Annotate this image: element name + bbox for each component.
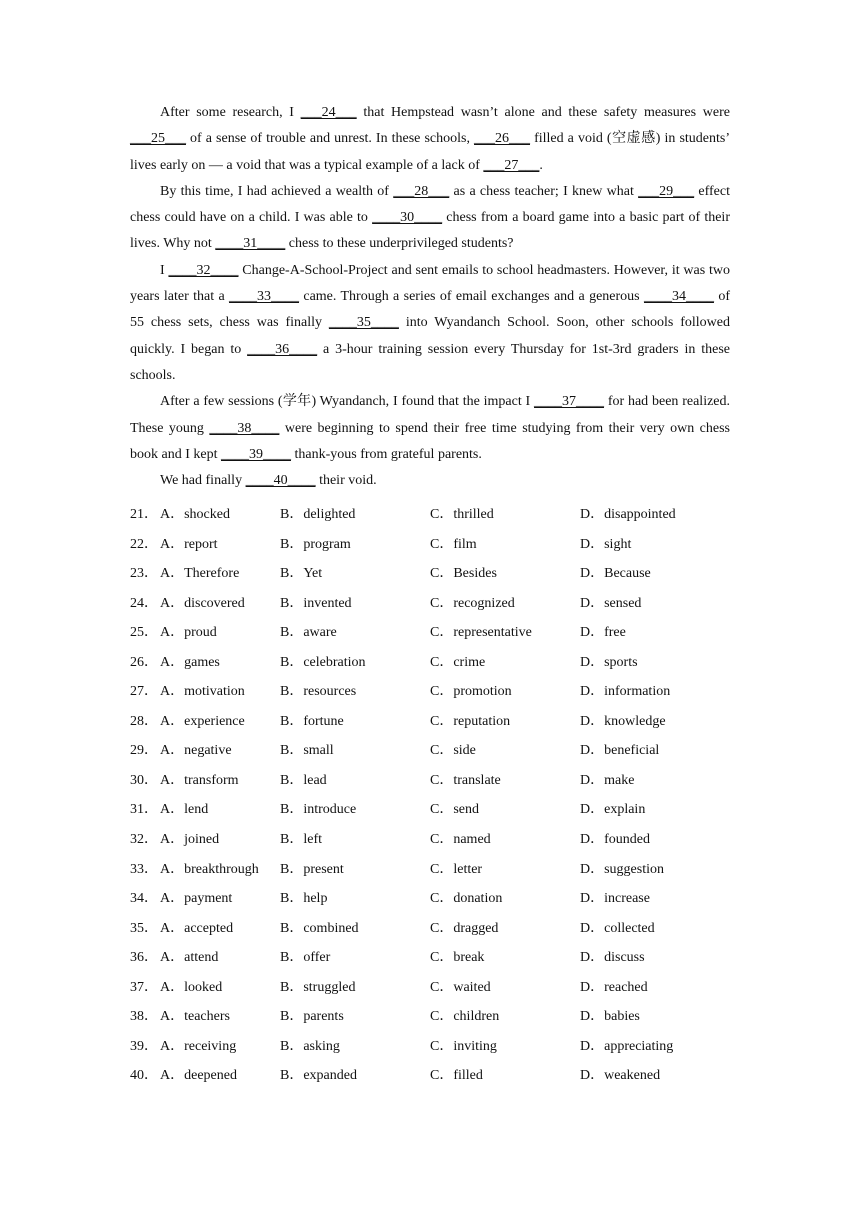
option-d[interactable]: D．knowledge bbox=[580, 713, 666, 729]
question-number: 40． bbox=[130, 1068, 158, 1084]
question-row bbox=[130, 795, 750, 825]
question-number: 35． bbox=[130, 920, 158, 936]
option-c[interactable]: C．Besides bbox=[430, 566, 497, 582]
question-number: 28． bbox=[130, 713, 158, 729]
question-row bbox=[130, 707, 750, 737]
passage bbox=[130, 100, 730, 494]
option-d[interactable]: D．beneficial bbox=[580, 743, 660, 759]
option-d[interactable]: D．increase bbox=[580, 891, 650, 907]
passage-text: of 55 chess sets, chess was finally bbox=[130, 289, 730, 331]
option-d[interactable]: D．sight bbox=[580, 536, 632, 552]
answer-blank: ____35____ bbox=[328, 315, 399, 331]
option-d[interactable]: D．appreciating bbox=[580, 1038, 674, 1054]
answer-blank: ___24___ bbox=[300, 105, 357, 120]
passage-text: chess from a board game into a basic part of their lives. Why not bbox=[130, 210, 730, 252]
passage-text: I bbox=[160, 262, 169, 278]
option-c[interactable]: C．named bbox=[430, 832, 491, 848]
option-a[interactable]: A．shocked bbox=[160, 507, 230, 522]
option-b[interactable]: B．fortune bbox=[280, 713, 344, 729]
passage-text: We had finally bbox=[160, 473, 246, 489]
question-row bbox=[130, 559, 750, 589]
answer-blank: ____31____ bbox=[215, 236, 286, 252]
option-a[interactable]: A．discovered bbox=[160, 595, 245, 611]
answer-blank: ___26___ bbox=[474, 131, 531, 147]
option-b[interactable]: B．aware bbox=[280, 625, 337, 641]
option-a[interactable]: A．attend bbox=[160, 950, 219, 966]
option-c[interactable]: C．donation bbox=[430, 891, 503, 907]
option-a[interactable]: A．looked bbox=[160, 979, 223, 995]
option-d[interactable]: D．sensed bbox=[580, 595, 642, 611]
passage-text: for had been realized. These young bbox=[130, 394, 731, 436]
option-c[interactable]: C．side bbox=[430, 743, 476, 759]
option-b[interactable]: B．help bbox=[280, 891, 328, 907]
answer-blank: ___25___ bbox=[130, 131, 186, 147]
passage-text: . bbox=[539, 157, 543, 173]
option-b[interactable]: B．lead bbox=[280, 772, 327, 788]
answer-blank: ____38____ bbox=[209, 420, 280, 436]
question-row bbox=[130, 736, 750, 766]
question-row bbox=[130, 943, 750, 973]
question-number: 25． bbox=[130, 625, 158, 641]
option-c[interactable]: C．children bbox=[430, 1009, 500, 1025]
option-a[interactable]: A．breakthrough bbox=[160, 861, 259, 877]
passage-text: After some research, I bbox=[160, 105, 301, 120]
passage-text: filled a void (空虚感) in students’ lives early on — a void that was a typical example of a lack of bbox=[130, 131, 731, 173]
passage-text: came. Through a series of email exchanges and a generous bbox=[299, 289, 644, 305]
option-a[interactable]: A．joined bbox=[160, 832, 220, 848]
answer-blank: ____39____ bbox=[220, 446, 291, 462]
option-b[interactable]: B．present bbox=[280, 861, 344, 877]
option-c[interactable]: C．inviting bbox=[430, 1038, 497, 1054]
option-a[interactable]: A．deepened bbox=[160, 1068, 237, 1084]
option-a[interactable]: A．receiving bbox=[160, 1038, 237, 1054]
option-d[interactable]: D．disappointed bbox=[580, 507, 676, 522]
question-row bbox=[130, 530, 750, 560]
question-number: 38． bbox=[130, 1009, 158, 1025]
option-a[interactable]: A．teachers bbox=[160, 1009, 230, 1025]
option-a[interactable]: A．transform bbox=[160, 772, 239, 788]
passage-text: their void. bbox=[315, 473, 377, 489]
option-c[interactable]: C．crime bbox=[430, 654, 486, 670]
passage-text: By this time, I had achieved a wealth of bbox=[160, 183, 394, 199]
question-number: 31． bbox=[130, 802, 158, 818]
option-c[interactable]: C．send bbox=[430, 802, 479, 818]
option-d[interactable]: D．suggestion bbox=[580, 861, 664, 877]
option-b[interactable]: B．delighted bbox=[280, 507, 356, 522]
option-d[interactable]: D．Because bbox=[580, 566, 651, 582]
option-c[interactable]: C．dragged bbox=[430, 920, 499, 936]
question-row bbox=[130, 500, 750, 530]
option-b[interactable]: B．left bbox=[280, 832, 322, 848]
question-row bbox=[130, 884, 750, 914]
option-b[interactable]: B．invented bbox=[280, 595, 352, 611]
option-c[interactable]: C．break bbox=[430, 950, 485, 966]
answer-blank: ____30____ bbox=[372, 210, 443, 226]
option-b[interactable]: B．program bbox=[280, 536, 351, 552]
passage-text: After a few sessions (学年) Wyandanch, I found that the impact I bbox=[160, 394, 535, 410]
question-row bbox=[130, 1032, 750, 1062]
option-d[interactable]: D．babies bbox=[580, 1009, 640, 1025]
paragraph bbox=[130, 389, 730, 468]
answer-blank: ____36____ bbox=[247, 341, 318, 357]
option-a[interactable]: A．report bbox=[160, 536, 218, 552]
option-c[interactable]: C．recognized bbox=[430, 595, 515, 611]
question-row bbox=[130, 648, 750, 678]
question-number: 39． bbox=[130, 1038, 158, 1054]
question-number: 32． bbox=[130, 832, 158, 848]
question-row bbox=[130, 589, 750, 619]
question-row bbox=[130, 825, 750, 855]
question-row bbox=[130, 766, 750, 796]
passage-text: chess to these underprivileged students? bbox=[285, 236, 514, 252]
answer-blank: ___28___ bbox=[393, 183, 450, 199]
option-b[interactable]: B．offer bbox=[280, 950, 331, 966]
option-c[interactable]: C．filled bbox=[430, 1068, 483, 1084]
option-a[interactable]: A．payment bbox=[160, 891, 233, 907]
option-d[interactable]: D．weakened bbox=[580, 1068, 661, 1084]
question-number: 23． bbox=[130, 566, 158, 582]
question-number: 24． bbox=[130, 595, 158, 611]
option-b[interactable]: B．introduce bbox=[280, 802, 357, 818]
question-number: 33． bbox=[130, 861, 158, 877]
paragraph bbox=[130, 258, 730, 389]
paragraph bbox=[130, 179, 730, 258]
option-a[interactable]: A．negative bbox=[160, 743, 232, 759]
paragraph bbox=[130, 100, 730, 179]
answer-blank: ____37____ bbox=[534, 394, 605, 410]
option-b[interactable]: B．struggled bbox=[280, 979, 356, 995]
option-c[interactable]: C．translate bbox=[430, 772, 501, 788]
option-d[interactable]: D．discuss bbox=[580, 950, 645, 966]
question-row bbox=[130, 677, 750, 707]
passage-text: that Hempstead wasn’t alone and these safety measures were bbox=[356, 105, 730, 120]
question-row bbox=[130, 1061, 750, 1091]
question-row bbox=[130, 855, 750, 885]
option-b[interactable]: B．small bbox=[280, 743, 334, 759]
option-b[interactable]: B．asking bbox=[280, 1038, 340, 1054]
question-row bbox=[130, 1002, 750, 1032]
option-d[interactable]: D．founded bbox=[580, 832, 650, 848]
option-d[interactable]: D．make bbox=[580, 772, 635, 788]
paragraph bbox=[130, 468, 730, 494]
question-number: 27． bbox=[130, 684, 158, 700]
option-a[interactable]: A．proud bbox=[160, 625, 217, 641]
option-a[interactable]: A．accepted bbox=[160, 920, 234, 936]
option-d[interactable]: D．collected bbox=[580, 920, 655, 936]
passage-text: Change-A-School-Project and sent emails to school headmasters. However, it was two years later that a bbox=[130, 262, 730, 305]
option-a[interactable]: A．Therefore bbox=[160, 566, 240, 582]
answer-options bbox=[130, 500, 750, 1091]
option-d[interactable]: D．information bbox=[580, 684, 671, 700]
question-number: 29． bbox=[130, 743, 158, 759]
passage-text: effect chess could have on a child. I was able to bbox=[130, 183, 731, 226]
question-number: 22． bbox=[130, 536, 158, 552]
option-b[interactable]: B．resources bbox=[280, 684, 357, 700]
option-c[interactable]: C．reputation bbox=[430, 713, 511, 729]
option-d[interactable]: D．free bbox=[580, 625, 626, 641]
answer-blank: ___27___ bbox=[483, 157, 540, 173]
option-d[interactable]: D．reached bbox=[580, 979, 648, 995]
question-row bbox=[130, 618, 750, 648]
passage-text: a 3-hour training session every Thursday for 1st-3rd graders in these schools. bbox=[130, 341, 730, 383]
question-number: 21． bbox=[130, 507, 158, 522]
option-c[interactable]: C．letter bbox=[430, 861, 483, 877]
option-a[interactable]: A．experience bbox=[160, 713, 245, 729]
passage-text: of a sense of trouble and unrest. In these schools, bbox=[186, 131, 475, 147]
option-b[interactable]: B．combined bbox=[280, 920, 359, 936]
answer-blank: ____32____ bbox=[168, 262, 239, 278]
option-c[interactable]: C．promotion bbox=[430, 684, 512, 700]
option-c[interactable]: C．representative bbox=[430, 625, 532, 641]
question-row bbox=[130, 973, 750, 1003]
passage-text: thank-yous from grateful parents. bbox=[290, 446, 482, 462]
option-b[interactable]: B．parents bbox=[280, 1009, 344, 1025]
option-c[interactable]: C．film bbox=[430, 536, 477, 552]
question-number: 26． bbox=[130, 654, 158, 670]
passage-text: into Wyandanch School. Soon, other schools followed quickly. I began to bbox=[130, 315, 730, 357]
option-d[interactable]: D．sports bbox=[580, 654, 638, 670]
option-c[interactable]: C．thrilled bbox=[430, 507, 494, 522]
option-b[interactable]: B．expanded bbox=[280, 1068, 357, 1084]
question-number: 36． bbox=[130, 950, 158, 966]
answer-blank: ____33____ bbox=[229, 289, 300, 305]
question-number: 37． bbox=[130, 979, 158, 995]
option-b[interactable]: B．celebration bbox=[280, 654, 366, 670]
passage-text: were beginning to spend their free time studying from their very own chess book and I kept bbox=[130, 420, 730, 462]
option-c[interactable]: C．waited bbox=[430, 979, 491, 995]
answer-blank: ___29___ bbox=[638, 183, 695, 199]
option-d[interactable]: D．explain bbox=[580, 802, 646, 818]
answer-blank: ____34____ bbox=[643, 289, 714, 305]
option-a[interactable]: A．motivation bbox=[160, 684, 245, 700]
question-number: 30． bbox=[130, 772, 158, 788]
option-a[interactable]: A．games bbox=[160, 654, 220, 670]
option-b[interactable]: B．Yet bbox=[280, 566, 323, 582]
question-row bbox=[130, 914, 750, 944]
answer-blank: ____40____ bbox=[245, 473, 316, 489]
option-a[interactable]: A．lend bbox=[160, 802, 209, 818]
question-number: 34． bbox=[130, 891, 158, 907]
passage-text: as a chess teacher; I knew what bbox=[449, 183, 639, 199]
